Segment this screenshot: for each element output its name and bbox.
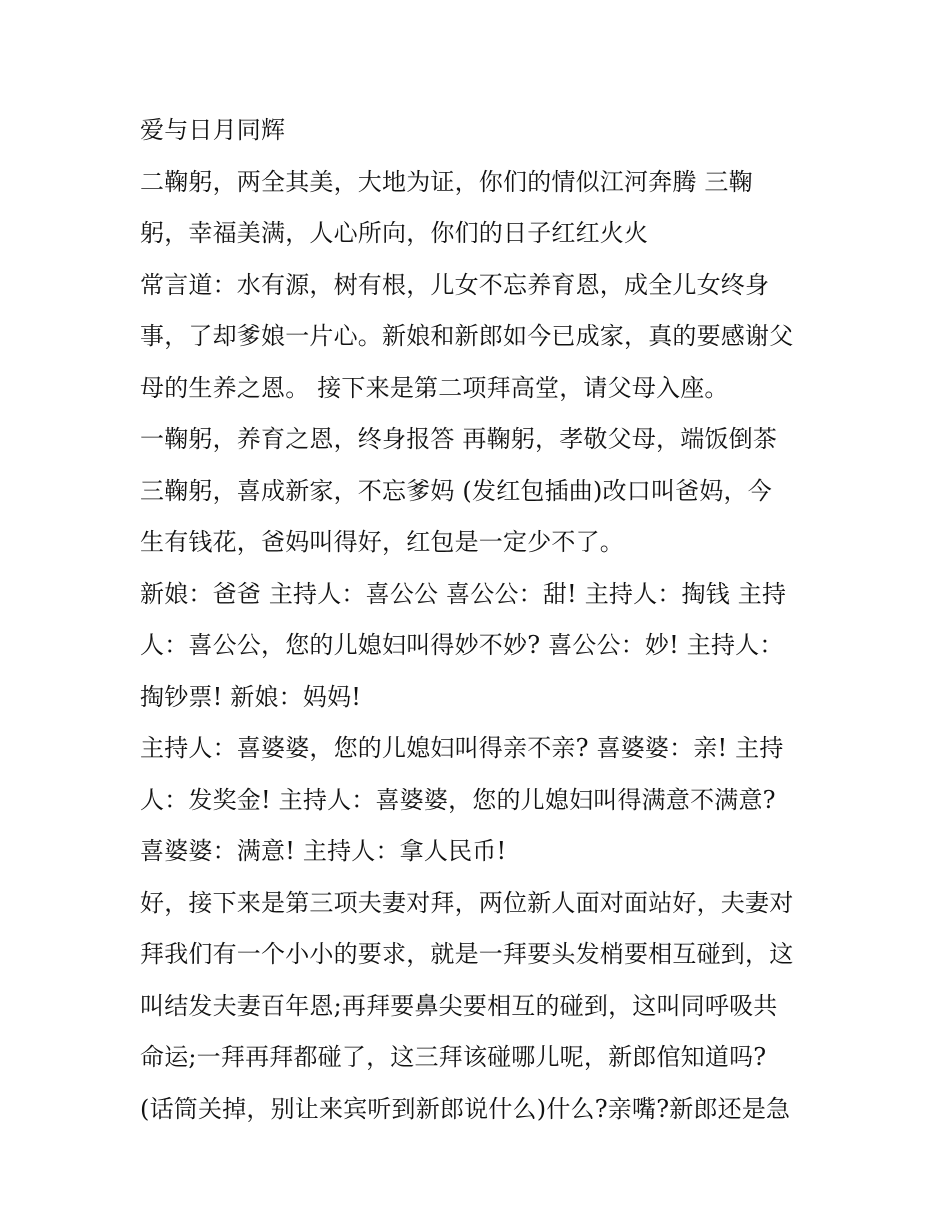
text-line: 躬，幸福美满，人心所向，你们的日子红红火火	[140, 219, 649, 247]
text-line: 喜婆婆：满意! 主持人：拿人民币!	[140, 837, 507, 865]
text-line: 母的生养之恩。 接下来是第二项拜高堂，请父母入座。	[140, 373, 729, 402]
text-line: 新娘：爸爸 主持人：喜公公 喜公公：甜! 主持人：掏钱 主持	[140, 579, 787, 608]
text-line: 人：发奖金! 主持人：喜婆婆，您的儿媳妇叫得满意不满意?	[140, 785, 776, 814]
document-title: 爱与日月同辉	[140, 116, 286, 144]
text-line: 命运;一拜再拜都碰了，这三拜该碰哪儿呢，新郎倌知道吗?	[140, 1043, 767, 1071]
text-line: 叫结发夫妻百年恩;再拜要鼻尖要相互的碰到，这叫同呼吸共	[140, 991, 778, 1020]
text-line: 拜我们有一个小小的要求，就是一拜要头发梢要相互碰到，这	[140, 940, 794, 968]
text-line: 生有钱花，爸妈叫得好，红包是一定少不了。	[140, 528, 624, 556]
text-line: 事，了却爹娘一片心。新娘和新郎如今已成家，真的要感谢父	[140, 322, 794, 350]
text-line: 常言道：水有源，树有根，儿女不忘养育恩，成全儿女终身	[140, 270, 770, 299]
text-line: 主持人：喜婆婆，您的儿媳妇叫得亲不亲? 喜婆婆：亲! 主持	[140, 734, 784, 762]
text-line: 人：喜公公，您的儿媳妇叫得妙不妙? 喜公公：妙! 主持人：	[140, 631, 784, 659]
text-line: 掏钞票! 新娘：妈妈!	[140, 682, 362, 711]
text-line: 三鞠躬，喜成新家，不忘爹妈 (发红包插曲)改口叫爸妈，今	[140, 476, 772, 505]
document-body	[140, 108, 820, 1138]
text-line: 二鞠躬，两全其美，大地为证，你们的情似江河奔腾 三鞠	[140, 167, 753, 196]
text-line: 一鞠躬，养育之恩，终身报答 再鞠躬，孝敬父母，端饭倒茶	[140, 425, 778, 453]
text-line: (话筒关掉，别让来宾听到新郎说什么)什么?亲嘴?新郎还是急	[140, 1094, 791, 1123]
text-line: 好，接下来是第三项夫妻对拜，两位新人面对面站好，夫妻对	[140, 888, 794, 917]
